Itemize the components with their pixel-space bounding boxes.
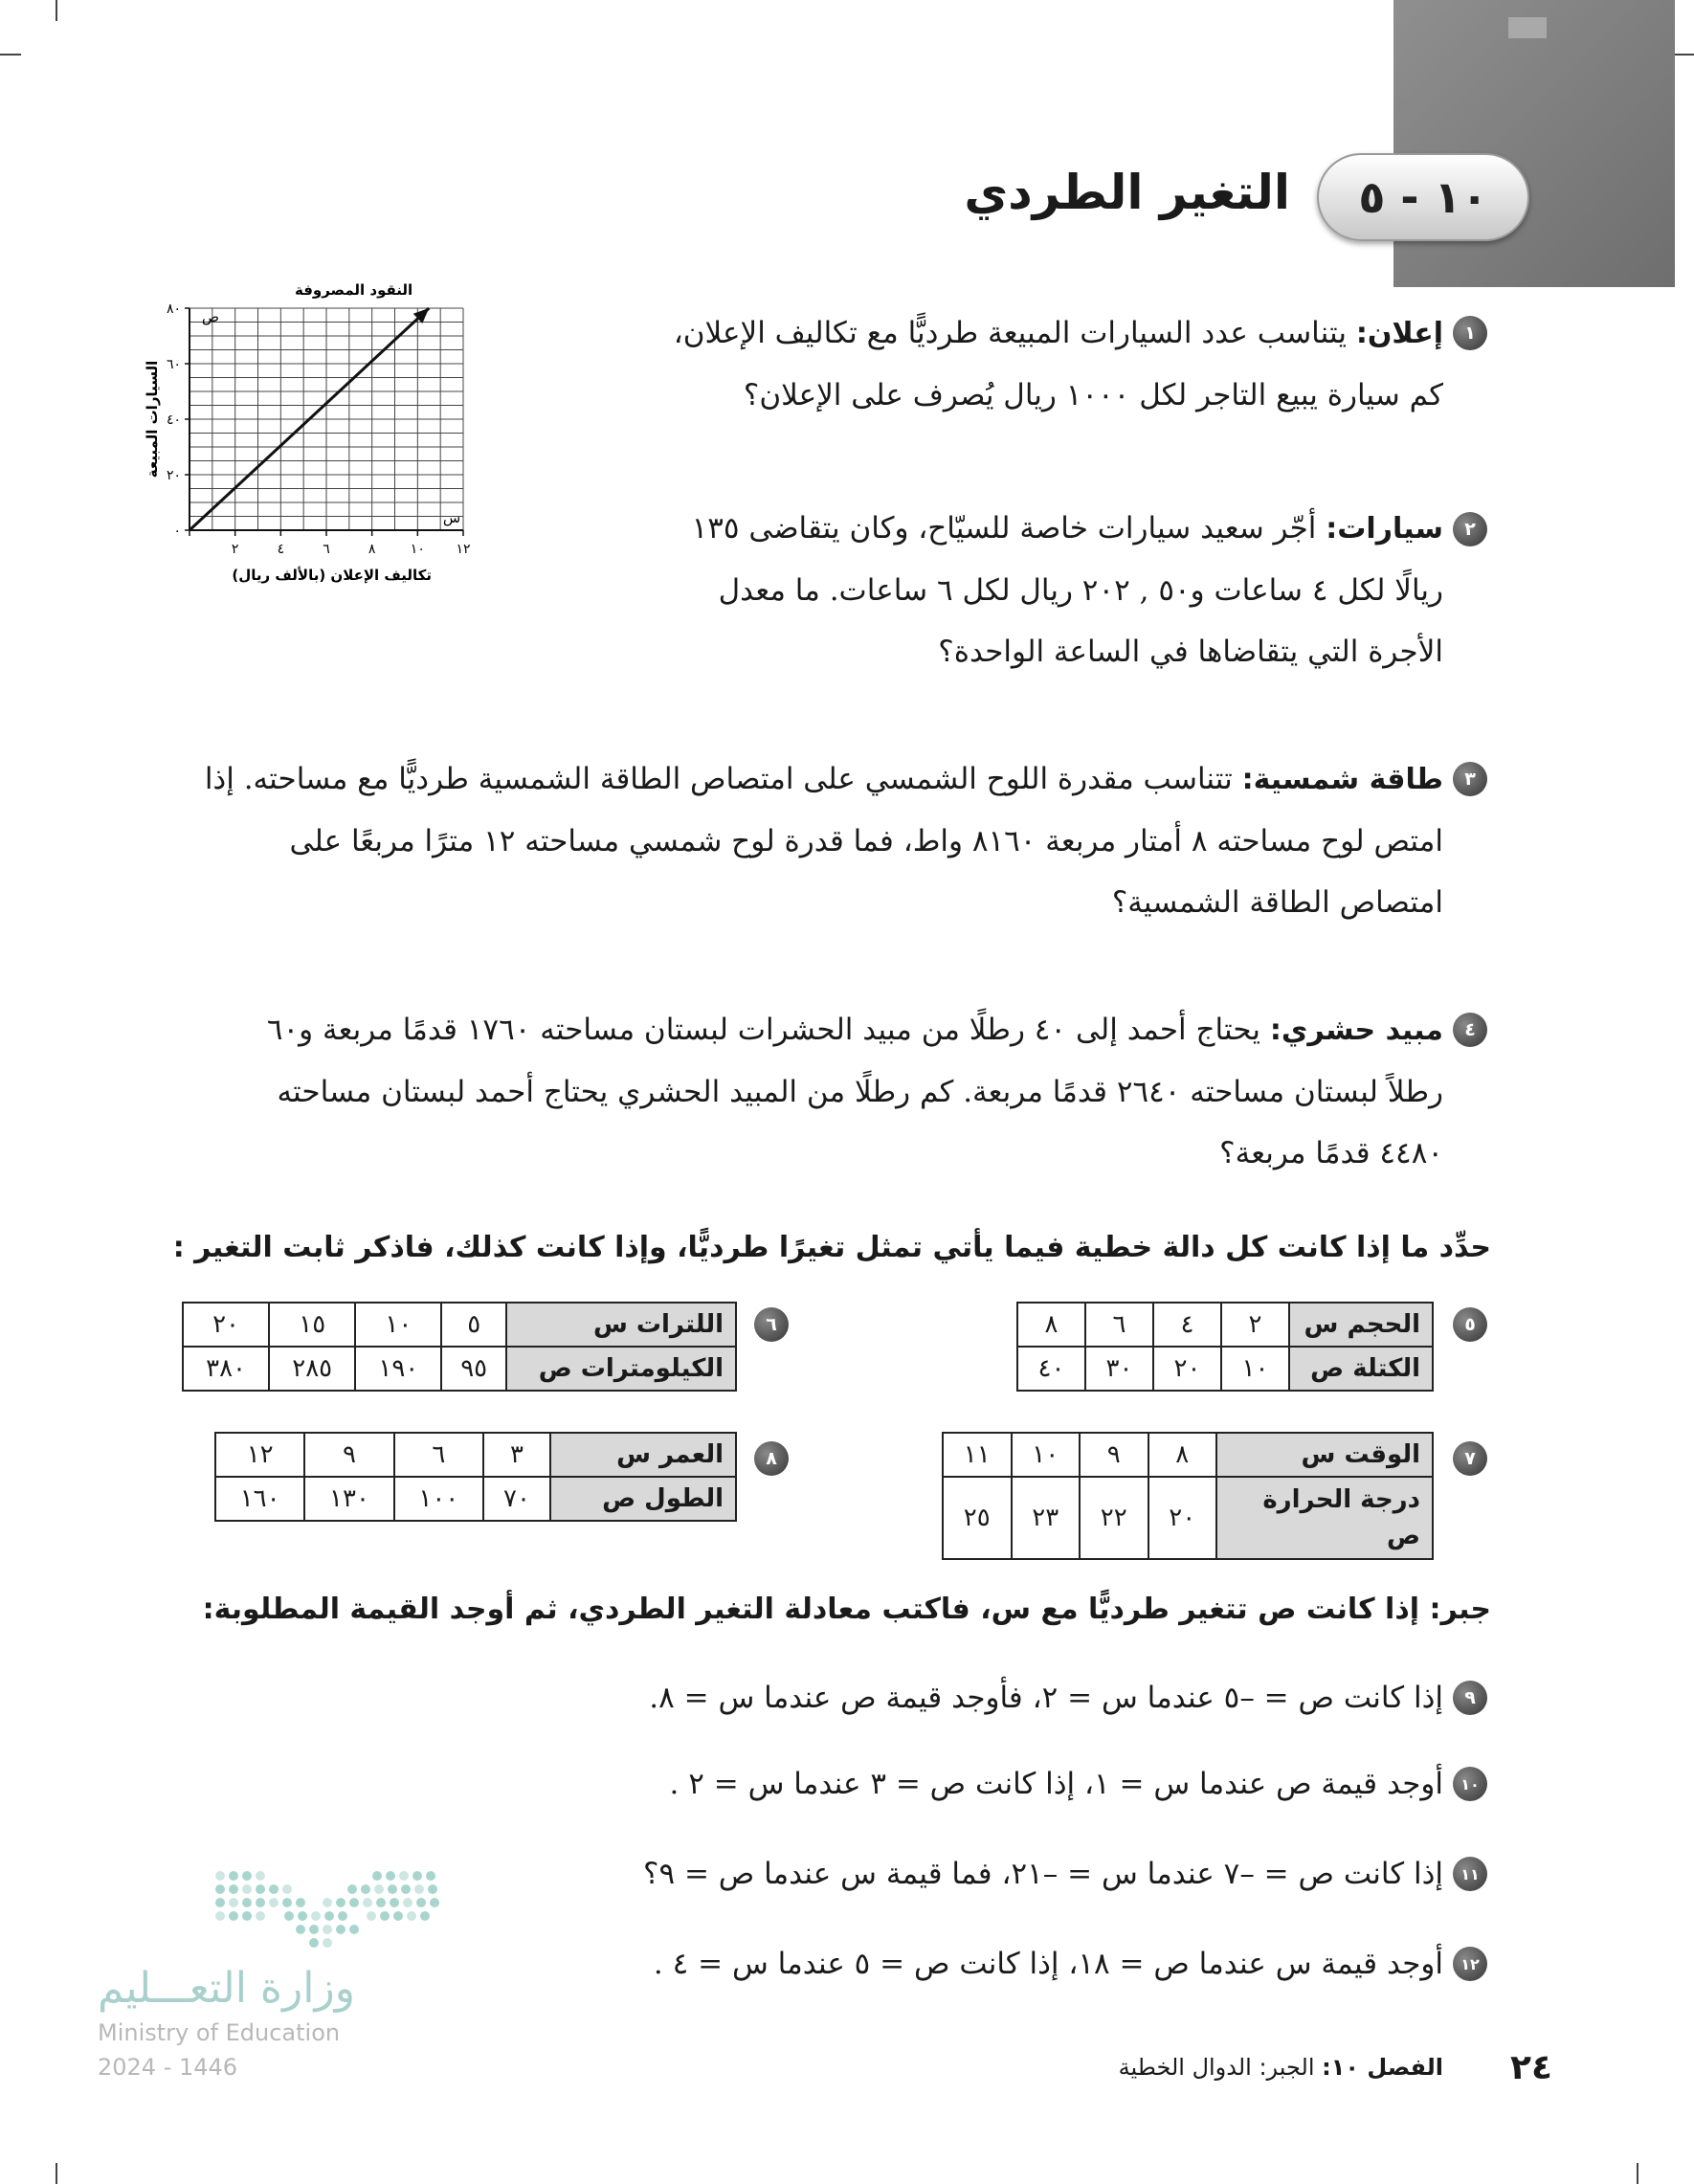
table-row bbox=[943, 1477, 1433, 1559]
table-cell: ٨ bbox=[1148, 1433, 1217, 1477]
logo-dot bbox=[256, 1911, 265, 1921]
logo-dot bbox=[420, 1911, 430, 1921]
question-number-badge: ٢ bbox=[1453, 512, 1487, 546]
lesson-title: التغير الطردي bbox=[964, 165, 1290, 220]
question-number-badge: ٨ bbox=[754, 1441, 789, 1476]
table-header-cell: اللترات س bbox=[506, 1303, 736, 1347]
question-line: ٤٤٨٠ قدمًا مربعة؟ bbox=[1219, 1136, 1443, 1170]
header-tab-block bbox=[1393, 0, 1675, 287]
table-cell: ٣٠ bbox=[1085, 1347, 1153, 1391]
table-row bbox=[215, 1433, 736, 1477]
logo-dot bbox=[282, 1884, 292, 1894]
logo-dot bbox=[416, 1898, 426, 1907]
chart-title: النقود المصروفة bbox=[294, 281, 413, 299]
lesson-number-badge: ١٠ - ٥ bbox=[1317, 153, 1529, 241]
table-row bbox=[215, 1477, 736, 1521]
table-cell: ٢٨٥ bbox=[269, 1347, 355, 1391]
logo-dot bbox=[426, 1871, 435, 1881]
chart-y-tick-label: ٢٠ bbox=[166, 468, 181, 483]
table-cell: ٦ bbox=[394, 1433, 483, 1477]
logo-dot bbox=[390, 1898, 399, 1907]
logo-dot bbox=[323, 1925, 332, 1934]
table-cell: ١٦٠ bbox=[215, 1477, 304, 1521]
table-row bbox=[943, 1433, 1433, 1477]
table-row bbox=[1017, 1303, 1433, 1347]
logo-dot bbox=[399, 1871, 409, 1881]
table-cell: ١٥ bbox=[269, 1303, 355, 1347]
table-cell: ٢٢ bbox=[1080, 1477, 1148, 1559]
table-cell: ٥ bbox=[441, 1303, 506, 1347]
logo-dot bbox=[407, 1911, 416, 1921]
table-8 bbox=[214, 1432, 737, 1522]
logo-dot bbox=[215, 1911, 225, 1921]
logo-dot bbox=[374, 1884, 384, 1894]
question-line: ريالًا لكل ٤ ساعات و٥٠ , ٢٠٢ ريال لكل ٦ ساعات. ما معدل bbox=[718, 573, 1443, 608]
logo-dot bbox=[242, 1871, 252, 1881]
algebra-question-9: إذا كانت ص = –٥ عندما س = ٢، فأوجد قيمة ص عندما س = ٨. bbox=[649, 1681, 1443, 1715]
logo-dot bbox=[361, 1884, 370, 1894]
question-label: إعلان: bbox=[1355, 317, 1443, 350]
question-label: مبيد حشري: bbox=[1269, 1014, 1443, 1047]
instruction-direct-variation: حدِّد ما إذا كانت كل دالة خطية فيما يأتي تمثل تغيرًا طرديًّا، وإذا كانت كذلك، فاذكر ثابت التغير : bbox=[172, 1231, 1491, 1264]
chart-x-label: تكاليف الإعلان (بالألف ريال) bbox=[232, 567, 433, 584]
chart-x-variable: س bbox=[442, 509, 461, 526]
table-cell: ٢٠ bbox=[1153, 1347, 1221, 1391]
page-number: ٢٤ bbox=[1510, 2048, 1552, 2087]
question-line: رطلاً لبستان مساحته ٢٦٤٠ قدمًا مربعة. كم رطلًا من المبيد الحشري يحتاج أحمد لبستان مساحته bbox=[277, 1075, 1443, 1109]
table-cell: ٢٥ bbox=[943, 1477, 1012, 1559]
question-2 bbox=[582, 498, 1443, 682]
crop-mark bbox=[1637, 2163, 1638, 2184]
ministry-logo-year: 2024 - 1446 bbox=[98, 2054, 238, 2081]
table-row bbox=[1017, 1347, 1433, 1391]
logo-dot bbox=[414, 1884, 424, 1894]
instruction-algebra: جبر: إذا كانت ص تتغير طرديًّا مع س، فاكتب معادلة التغير الطردي، ثم أوجد القيمة المطلوبة: bbox=[202, 1593, 1491, 1626]
question-line: امتص لوح مساحته ٨ أمتار مربعة ٨١٦٠ واط، فما قدرة لوح شمسي مساحته ١٢ مترًا مربعًا على bbox=[289, 824, 1443, 858]
table-7 bbox=[942, 1432, 1434, 1560]
logo-dot bbox=[242, 1911, 252, 1921]
table-5 bbox=[1016, 1302, 1434, 1392]
ministry-logo-dots bbox=[209, 1866, 448, 1952]
table-6 bbox=[182, 1302, 737, 1392]
table-cell: ٣٨٠ bbox=[183, 1347, 269, 1391]
question-4 bbox=[103, 999, 1443, 1184]
table-cell: ١٢ bbox=[215, 1433, 304, 1477]
logo-dot bbox=[229, 1871, 238, 1881]
question-line: أجّر سعيد سيارات خاصة للسيّاح، وكان يتقاضى ١٣٥ bbox=[691, 511, 1317, 546]
logo-dot bbox=[386, 1871, 395, 1881]
question-line: امتصاص الطاقة الشمسية؟ bbox=[1111, 885, 1443, 920]
logo-dot bbox=[296, 1925, 305, 1934]
table-header-cell: العمر س bbox=[550, 1433, 736, 1477]
table-row bbox=[183, 1303, 736, 1347]
chart-y-tick-label: ٦٠ bbox=[166, 357, 181, 372]
chart-y-label: السيارات المبيعة bbox=[144, 360, 161, 479]
question-label: طاقة شمسية: bbox=[1241, 763, 1443, 796]
table-cell: ٢٣ bbox=[1012, 1477, 1081, 1559]
question-3 bbox=[103, 748, 1443, 933]
logo-dot bbox=[269, 1884, 279, 1894]
question-number-badge: ٤ bbox=[1453, 1013, 1487, 1047]
logo-dot bbox=[412, 1871, 422, 1881]
chart-x-tick-label: ١٢ bbox=[456, 542, 471, 557]
ministry-logo-english: Ministry of Education bbox=[98, 2019, 341, 2046]
logo-dot bbox=[336, 1925, 345, 1934]
table-cell: ١٠ bbox=[1221, 1347, 1289, 1391]
logo-dot bbox=[256, 1871, 265, 1881]
table-header-cell: الوقت س bbox=[1216, 1433, 1433, 1477]
table-cell: ٢٠ bbox=[183, 1303, 269, 1347]
table-header-cell: الكتلة ص bbox=[1289, 1347, 1433, 1391]
logo-dot bbox=[298, 1911, 307, 1921]
crop-mark bbox=[56, 0, 57, 21]
crop-mark bbox=[56, 2163, 57, 2184]
table-cell: ٩ bbox=[304, 1433, 393, 1477]
table-cell: ١٠٠ bbox=[394, 1477, 483, 1521]
logo-dot bbox=[256, 1884, 265, 1894]
logo-dot bbox=[428, 1884, 437, 1894]
question-number-badge: ١ bbox=[1453, 316, 1487, 350]
logo-dot bbox=[338, 1911, 347, 1921]
question-number-badge: ٦ bbox=[754, 1307, 789, 1342]
table-cell: ٩ bbox=[1080, 1433, 1148, 1477]
table-cell: ٩٥ bbox=[441, 1347, 506, 1391]
logo-dot bbox=[256, 1898, 265, 1907]
algebra-question-12: أوجد قيمة س عندما ص = ١٨، إذا كانت ص = ٥ عندما س = ٤ . bbox=[653, 1947, 1443, 1981]
footer-chapter-label: الفصل ١٠: bbox=[1322, 2054, 1443, 2081]
question-number-badge: ١٠ bbox=[1453, 1767, 1487, 1801]
logo-dot bbox=[376, 1898, 386, 1907]
logo-dot bbox=[229, 1911, 238, 1921]
algebra-question-11: إذا كانت ص = –٧ عندما س = –٢١، فما قيمة س عندما ص = ٩؟ bbox=[642, 1857, 1443, 1891]
logo-dot bbox=[403, 1898, 412, 1907]
footer-chapter bbox=[1119, 2054, 1443, 2081]
logo-dot bbox=[229, 1898, 238, 1907]
table-cell: ٤ bbox=[1153, 1303, 1221, 1347]
logo-dot bbox=[336, 1898, 345, 1907]
table-header-cell: الحجم س bbox=[1289, 1303, 1433, 1347]
logo-dot bbox=[229, 1884, 238, 1894]
logo-dot bbox=[269, 1898, 279, 1907]
logo-dot bbox=[430, 1898, 439, 1907]
logo-dot bbox=[242, 1884, 252, 1894]
advertising-chart bbox=[144, 279, 546, 586]
table-cell: ٣ bbox=[483, 1433, 550, 1477]
question-1 bbox=[582, 302, 1443, 426]
logo-dot bbox=[284, 1911, 294, 1921]
logo-dot bbox=[215, 1884, 225, 1894]
footer-chapter-title: الجبر: الدوال الخطية bbox=[1118, 2054, 1315, 2081]
table-cell: ٢ bbox=[1221, 1303, 1289, 1347]
question-number-badge: ١١ bbox=[1453, 1857, 1487, 1891]
chart-y-variable: ص bbox=[201, 308, 220, 325]
chart-x-tick-label: ٤ bbox=[277, 542, 285, 557]
chart-x-tick-label: ٨ bbox=[368, 542, 376, 557]
chart-x-tick-label: ٢ bbox=[231, 542, 239, 557]
question-line: الأجرة التي يتقاضاها في الساعة الواحدة؟ bbox=[938, 635, 1443, 669]
logo-dot bbox=[215, 1871, 225, 1881]
chart-y-tick-label: ٠ bbox=[173, 524, 181, 539]
logo-dot bbox=[324, 1911, 334, 1921]
question-line: يتناسب عدد السيارات المبيعة طرديًّا مع تكاليف الإعلان، bbox=[673, 316, 1347, 350]
table-cell: ١٣٠ bbox=[304, 1477, 393, 1521]
table-cell: ١١ bbox=[943, 1433, 1012, 1477]
table-cell: ٤٠ bbox=[1017, 1347, 1085, 1391]
table-cell: ٢٠ bbox=[1148, 1477, 1217, 1559]
logo-dot bbox=[401, 1884, 411, 1894]
table-cell: ١٠ bbox=[355, 1303, 441, 1347]
logo-dot bbox=[393, 1911, 403, 1921]
logo-dot bbox=[347, 1884, 357, 1894]
logo-dot bbox=[242, 1898, 252, 1907]
question-line: كم سيارة يبيع التاجر لكل ١٠٠٠ ريال يُصرف على الإعلان؟ bbox=[743, 378, 1443, 412]
table-cell: ١٩٠ bbox=[355, 1347, 441, 1391]
logo-dot bbox=[311, 1911, 321, 1921]
logo-dot bbox=[296, 1898, 305, 1907]
logo-dot bbox=[363, 1898, 372, 1907]
logo-dot bbox=[215, 1898, 225, 1907]
chart-y-tick-label: ٨٠ bbox=[166, 301, 181, 317]
ministry-logo-arabic: وزارة التعـــليم bbox=[98, 1964, 355, 2013]
logo-dot bbox=[349, 1898, 359, 1907]
logo-dot bbox=[388, 1884, 397, 1894]
logo-dot bbox=[309, 1938, 319, 1948]
chart-y-tick-label: ٤٠ bbox=[166, 412, 181, 428]
logo-dot bbox=[380, 1911, 390, 1921]
logo-dot bbox=[349, 1925, 359, 1934]
table-cell: ٦ bbox=[1085, 1303, 1153, 1347]
logo-dot bbox=[309, 1925, 319, 1934]
table-row bbox=[183, 1347, 736, 1391]
question-label: سيارات: bbox=[1326, 512, 1443, 546]
logo-dot bbox=[367, 1911, 376, 1921]
crop-mark bbox=[1673, 54, 1694, 56]
question-number-badge: ٩ bbox=[1453, 1681, 1487, 1715]
question-number-badge: ١٢ bbox=[1453, 1947, 1487, 1981]
chart-x-tick-label: ٦ bbox=[323, 542, 330, 557]
table-header-cell: درجة الحرارة ص bbox=[1216, 1477, 1433, 1559]
logo-dot bbox=[282, 1898, 292, 1907]
question-line: تتناسب مقدرة اللوح الشمسي على امتصاص الطاقة الشمسية طرديًّا مع مساحته. إذا bbox=[204, 762, 1233, 796]
question-number-badge: ٥ bbox=[1453, 1307, 1487, 1342]
table-cell: ٧٠ bbox=[483, 1477, 550, 1521]
logo-dot bbox=[323, 1898, 332, 1907]
question-number-badge: ٧ bbox=[1453, 1441, 1487, 1476]
table-cell: ١٠ bbox=[1012, 1433, 1081, 1477]
question-line: يحتاج أحمد إلى ٤٠ رطلًا من مبيد الحشرات لبستان مساحته ١٧٦٠ قدمًا مربعة و٦٠ bbox=[266, 1013, 1260, 1047]
table-cell: ٨ bbox=[1017, 1303, 1085, 1347]
logo-dot bbox=[372, 1871, 382, 1881]
algebra-question-10: أوجد قيمة ص عندما س = ١، إذا كانت ص = ٣ عندما س = ٢ . bbox=[669, 1767, 1443, 1801]
question-number-badge: ٣ bbox=[1453, 762, 1487, 796]
table-header-cell: الطول ص bbox=[550, 1477, 736, 1521]
table-header-cell: الكيلومترات ص bbox=[506, 1347, 736, 1391]
chart-x-tick-label: ١٠ bbox=[410, 542, 425, 557]
logo-dot bbox=[323, 1938, 332, 1948]
crop-mark bbox=[0, 54, 21, 56]
